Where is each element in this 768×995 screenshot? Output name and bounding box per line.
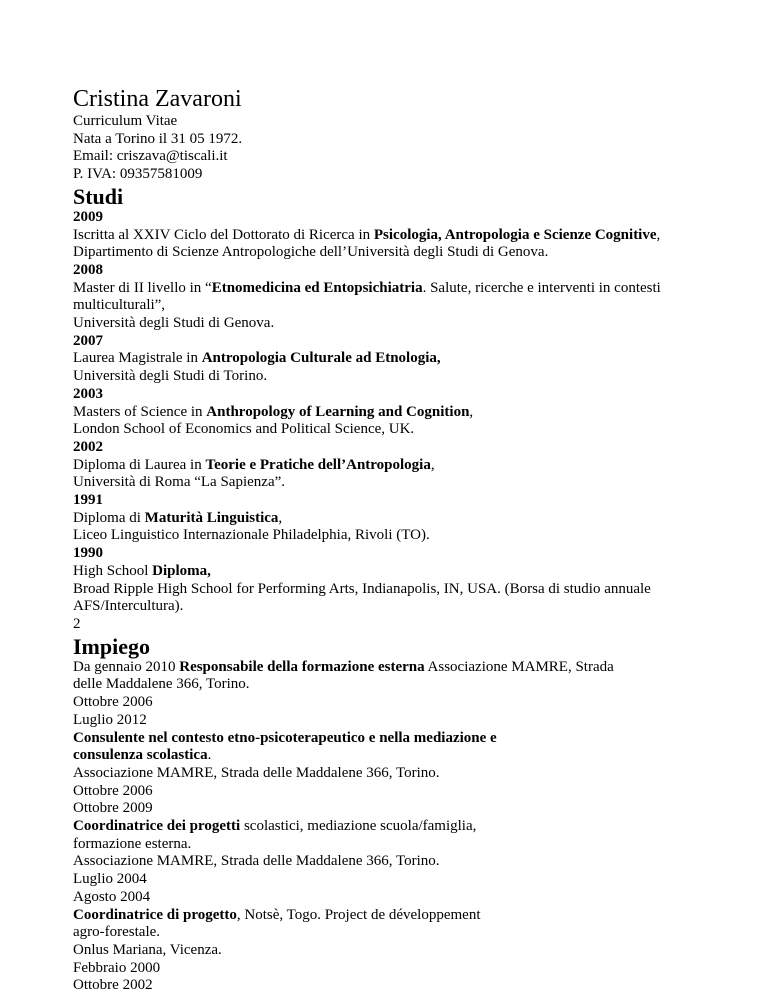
job-date-to: Ottobre 2009 bbox=[73, 800, 153, 817]
job-title-cont: formazione esterna. bbox=[73, 835, 192, 852]
study-entry bbox=[73, 209, 693, 262]
job-date-from: Ottobre 2006 bbox=[73, 782, 153, 799]
cv-subtitle: Curriculum Vitae bbox=[73, 113, 178, 129]
study-institution-cont: AFS/Intercultura). bbox=[73, 598, 184, 615]
study-year: 1991 bbox=[73, 492, 103, 509]
section-heading-studi: Studi bbox=[73, 183, 124, 209]
job-employer: Associazione MAMRE, Strada delle Maddalene 366, Torino. bbox=[73, 853, 440, 870]
study-entry bbox=[73, 492, 693, 545]
job-date-to: Luglio 2012 bbox=[73, 711, 147, 728]
study-institution: Università degli Studi di Torino. bbox=[73, 368, 268, 385]
job-employer: Associazione MAMRE, Strada delle Maddalene 366, Torino. bbox=[73, 764, 440, 781]
study-year: 2003 bbox=[73, 385, 103, 402]
study-entry bbox=[73, 439, 693, 492]
job-entry bbox=[73, 871, 693, 960]
cv-document bbox=[73, 85, 693, 995]
job-title-cont: agro-forestale. bbox=[73, 924, 161, 941]
job-title: Coordinatrice dei progetti scolastici, mediazione scuola/famiglia, bbox=[73, 818, 477, 835]
study-line: Master di II livello in “Etnomedicina ed Entopsichiatria. Salute, ricerche e interventi in contesti bbox=[73, 279, 661, 296]
study-institution: Università di Roma “La Sapienza”. bbox=[73, 474, 286, 491]
study-entry bbox=[73, 386, 693, 439]
page-number: 2 bbox=[73, 615, 81, 632]
job-date-to: Ottobre 2002 bbox=[73, 977, 153, 994]
study-institution: Dipartimento di Scienze Antropologiche dell’Università degli Studi di Genova. bbox=[73, 244, 549, 261]
study-line: Diploma di Laurea in Teorie e Pratiche dell’Antropologia, bbox=[73, 456, 435, 473]
study-year: 2009 bbox=[73, 208, 103, 225]
study-entry bbox=[73, 262, 693, 333]
job-title: Coordinatrice di progetto, Notsè, Togo. Project de développement bbox=[73, 906, 481, 923]
birth-info: Nata a Torino il 31 05 1972. bbox=[73, 130, 243, 147]
study-entry bbox=[73, 333, 693, 386]
job-entry bbox=[73, 659, 693, 694]
study-institution: London School of Economics and Political Science, UK. bbox=[73, 421, 415, 438]
job-line: Da gennaio 2010 Responsabile della formazione esterna Associazione MAMRE, Strada bbox=[73, 658, 614, 675]
study-year: 2002 bbox=[73, 438, 103, 455]
cv-name: Cristina Zavaroni bbox=[73, 86, 242, 112]
study-year: 2007 bbox=[73, 332, 103, 349]
job-date-from: Ottobre 2006 bbox=[73, 694, 153, 711]
section-heading-impiego: Impiego bbox=[73, 633, 150, 659]
study-line: High School Diploma, bbox=[73, 562, 211, 579]
study-institution: Università degli Studi di Genova. bbox=[73, 315, 275, 332]
job-date-from: Febbraio 2000 bbox=[73, 959, 161, 976]
job-employer: Onlus Mariana, Vicenza. bbox=[73, 941, 222, 958]
job-entry bbox=[73, 694, 693, 783]
study-entry bbox=[73, 545, 693, 616]
vat-info: P. IVA: 09357581009 bbox=[73, 166, 203, 183]
study-year: 1990 bbox=[73, 545, 103, 562]
job-entry bbox=[73, 960, 693, 995]
study-year: 2008 bbox=[73, 261, 103, 278]
email-info: Email: criszava@tiscali.it bbox=[73, 148, 228, 165]
study-institution: Broad Ripple High School for Performing Arts, Indianapolis, IN, USA. (Borsa di studio annuale bbox=[73, 580, 651, 597]
study-line: Masters of Science in Anthropology of Learning and Cognition, bbox=[73, 403, 474, 420]
job-date-to: Agosto 2004 bbox=[73, 888, 151, 905]
study-line: Diploma di Maturità Linguistica, bbox=[73, 509, 283, 526]
job-line-cont: delle Maddalene 366, Torino. bbox=[73, 676, 250, 693]
job-date-from: Luglio 2004 bbox=[73, 871, 147, 888]
study-institution: Liceo Linguistico Internazionale Philadelphia, Rivoli (TO). bbox=[73, 527, 430, 544]
job-entry bbox=[73, 783, 693, 872]
job-title-cont: consulenza scolastica. bbox=[73, 747, 212, 764]
study-line: Laurea Magistrale in Antropologia Culturale ad Etnologia, bbox=[73, 350, 441, 367]
study-line: Iscritta al XXIV Ciclo del Dottorato di Ricerca in Psicologia, Antropologia e Scienze Cognitive, bbox=[73, 226, 661, 243]
study-line-cont: multiculturali”, bbox=[73, 297, 166, 314]
job-title: Consulente nel contesto etno-psicoterapeutico e nella mediazione e bbox=[73, 729, 497, 746]
